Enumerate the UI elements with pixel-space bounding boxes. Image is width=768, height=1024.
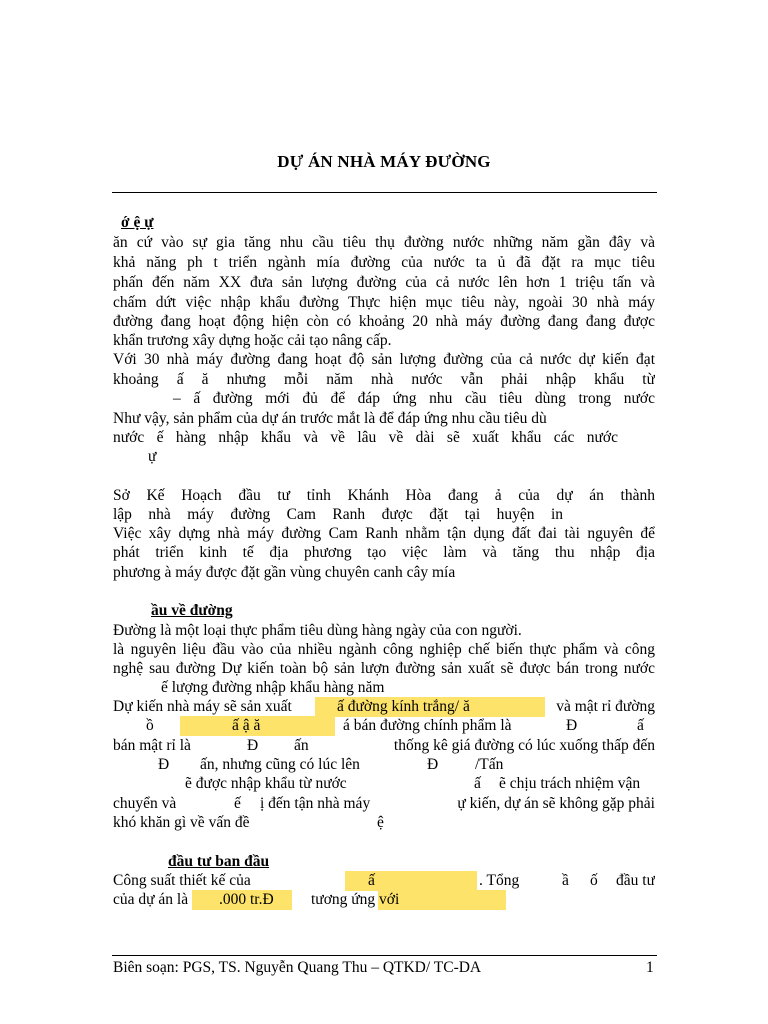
row10-text-a: chuyển và	[113, 795, 177, 812]
para2-line-4: Như vậy, sản phẩm của dự án trước mắt là để đáp ứng nhu cầu tiêu dù	[113, 410, 547, 427]
row8-text-c: Đ	[427, 756, 439, 773]
section3-line-1	[113, 871, 655, 891]
section2-line-10	[113, 794, 655, 814]
row10-text-c: ị đến tận nhà máy	[260, 795, 371, 812]
para1-line-4: chấm dứt việc nhập khẩu đường Thực hiện mục tiêu này, ngoài 30 nhà máy	[113, 294, 655, 311]
row6-text-a: ồ	[146, 717, 154, 734]
section2-heading-row	[113, 601, 655, 621]
footer-divider	[112, 955, 657, 956]
s3-row2-text-b: tương ứng với	[311, 891, 400, 908]
row5-text-a: Dự kiến nhà máy sẽ sản xuất	[113, 698, 292, 715]
row11-text-b: ệ	[377, 814, 384, 831]
s3-row1-text-e: đầu tư	[616, 872, 655, 889]
s3-row1-highlight-text: ấ	[368, 872, 375, 889]
s3-row1-text-b: . Tổng	[479, 872, 520, 889]
para3-line-5: phương à máy được đặt gần vùng chuyên canh cây mía	[113, 564, 456, 581]
para1-line-5: đường đang hoạt động hiện còn có khoảng 20 nhà máy đường đang đang được	[113, 313, 655, 330]
section2-heading: ầu về đường	[151, 602, 233, 619]
row11-text-a: khó khăn gì về vấn đề	[113, 814, 250, 831]
row9-text-a: ẽ được nhập khẩu từ nước	[185, 775, 347, 792]
s3-row2-highlight-text: .000 tr.Đ	[219, 891, 274, 908]
section1-heading-row	[113, 213, 655, 233]
page-number: 1	[646, 959, 654, 976]
row8-text-d: /Tấn	[475, 756, 504, 773]
para2-line-5: nước ế hàng nhập khẩu và về lâu về dài sẽ xuất khẩu các nước	[113, 429, 618, 446]
section2-line-7	[113, 736, 655, 756]
para3-line-1: Sở Kế Hoạch đầu tư tỉnh Khánh Hòa đang ả của dự án thành	[113, 487, 655, 504]
row7-text-d: thống kê giá đường có lúc xuống thấp đến	[393, 737, 655, 754]
section2-line-6	[113, 716, 655, 736]
section2-line-8	[113, 755, 655, 775]
section2-line-5	[113, 697, 655, 717]
section3-line-2	[113, 890, 655, 910]
para3-line-2: lập nhà máy đường Cam Ranh được đặt tại huyện in	[113, 506, 563, 523]
para2-line-3: – ấ đường mới đủ để đáp ứng nhu cầu tiêu dùng trong nước	[173, 390, 655, 407]
para2-line-2: khoảng ấ ă nhưng mỗi năm nhà nước vẫn phải nhập khẩu từ	[113, 371, 655, 388]
section2-line-4: ế lượng đường nhập khẩu hàng năm	[161, 679, 385, 696]
section2-line-11	[113, 813, 655, 833]
para1-line-6: khẩn trương xây dựng hoặc cải tạo nâng cấp.	[113, 332, 392, 349]
section2-line-2: là nguyên liệu đầu vào của nhiều ngành công nghiệp chế biến thực phẩm và công	[113, 641, 655, 658]
row5-text-b: và mật rỉ đường	[556, 698, 655, 715]
section2-line-3: nghệ sau đường Dự kiến toàn bộ sản lượn đường sản xuất sẽ được bán trong nước	[113, 660, 655, 677]
row7-text-b: Đ	[247, 737, 259, 754]
row10-text-b: ế	[234, 795, 241, 812]
row9-text-c: ẽ chịu trách nhiệm vận	[499, 775, 641, 792]
s3-row1-text-c: ầ	[562, 872, 569, 889]
row8-text-a: Đ	[158, 756, 170, 773]
para1-line-1: ăn cứ vào sự gia tăng nhu cầu tiêu thụ đường nước những năm gần đây và	[113, 234, 655, 251]
row10-text-d: ự kiến, dự án sẽ không gặp phải	[457, 795, 655, 812]
para3-line-3: Việc xây dựng nhà máy đường Cam Ranh nhằm tận dụng đất đai tài nguyên để	[113, 525, 655, 542]
para3-line-4: phát triển kinh tế địa phương tạo việc làm và tăng thu nhập địa	[113, 544, 655, 561]
section1-heading: ớ ệ ự	[121, 214, 154, 231]
row7-text-c: ấn	[294, 737, 309, 754]
row6-highlight-text: ấ ậ ă	[232, 717, 261, 734]
section2-line-1: Đường là một loại thực phẩm tiêu dùng hàng ngày của con người.	[113, 622, 522, 639]
section3-heading-row	[113, 852, 655, 872]
para1-line-2: khả năng ph t triển ngành mía đường của nước ta ủ đã đặt ra mục tiêu	[113, 254, 655, 271]
section3-heading: đầu tư ban đầu	[168, 853, 270, 870]
section2-line-9	[113, 774, 655, 794]
row9-text-b: ấ	[474, 775, 481, 792]
row6-text-c: Đ	[566, 717, 578, 734]
s3-row1-text-a: Công suất thiết kế của	[113, 872, 251, 889]
para1-line-3: phấn đến năm XX đưa sản lượng đường của cả nước lên hơn 1 triệu tấn và	[113, 274, 655, 291]
s3-row2-text-a: của dự án là	[113, 891, 189, 908]
para2-line-6: ự	[148, 448, 157, 465]
para2-line-1: Với 30 nhà máy đường đang hoạt độ sản lượng đường của cả nước dự kiến đạt	[113, 351, 655, 368]
row5-highlight-text: ấ đường kính trắng/ ă	[337, 698, 470, 715]
row6-text-b: á bán đường chính phẩm là	[343, 717, 512, 734]
title-divider	[112, 192, 657, 193]
footer-author: Biên soạn: PGS, TS. Nguyễn Quang Thu – QTKD/ TC-DA	[113, 959, 482, 976]
document-title: DỰ ÁN NHÀ MÁY ĐƯỜNG	[277, 152, 491, 171]
row6-text-d: ấ	[637, 717, 644, 734]
row8-text-b: ấn, nhưng cũng có lúc lên	[200, 756, 360, 773]
row7-text-a: bán mật rỉ là	[113, 737, 191, 754]
s3-row1-text-d: ố	[590, 872, 598, 889]
